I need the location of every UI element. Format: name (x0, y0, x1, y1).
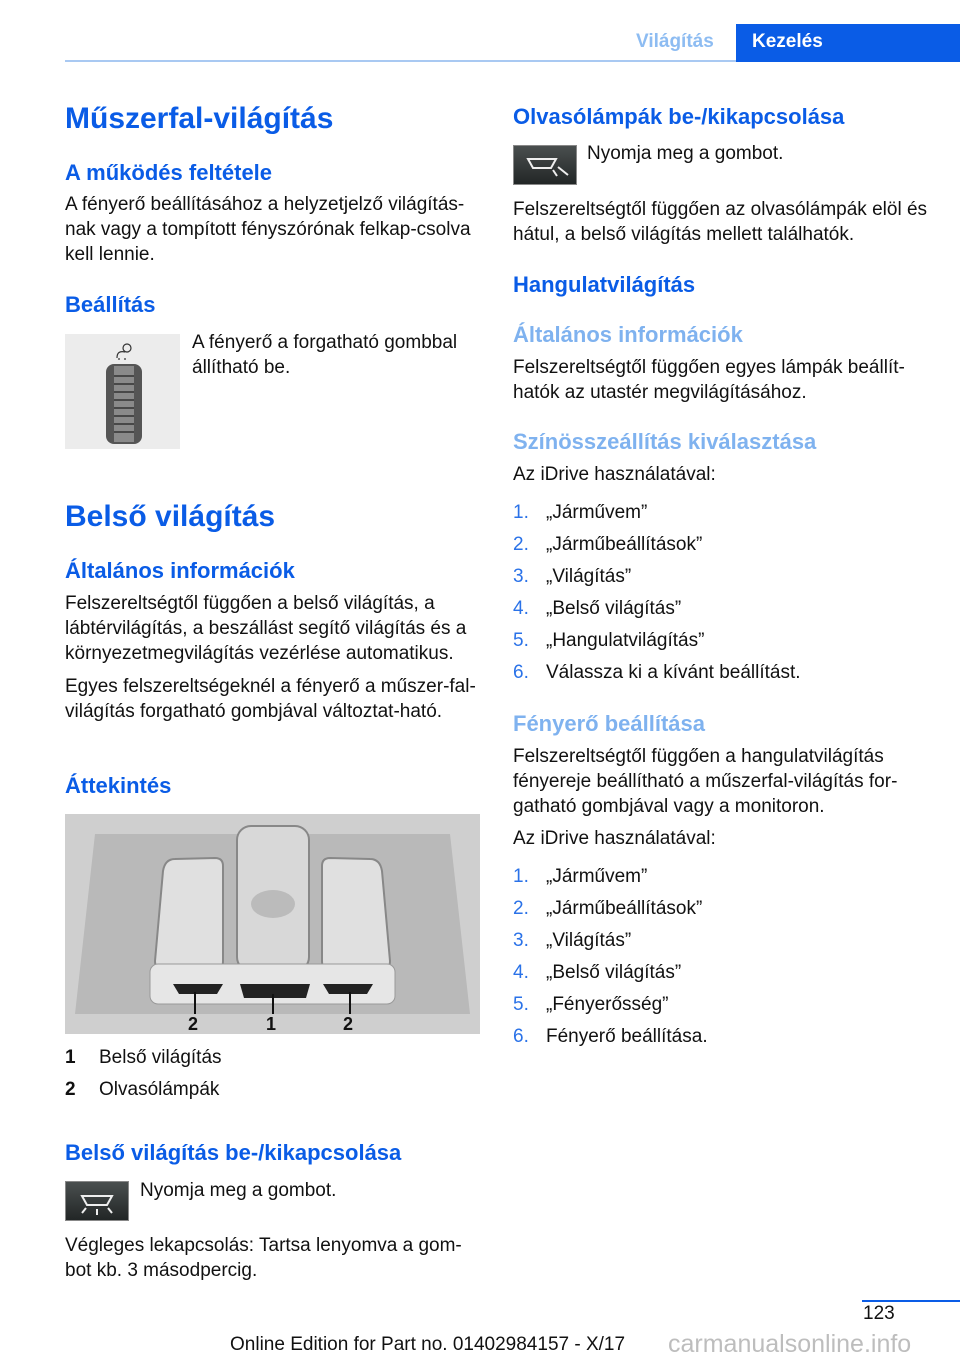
list-item (513, 994, 708, 1026)
legend-item (65, 1079, 222, 1111)
legend-label: Belső világítás (99, 1047, 222, 1068)
list-item (513, 1026, 708, 1058)
step-text: „Világítás” (546, 930, 632, 951)
setting-text: A fényerő a forgatható gombbal állítható be. (192, 332, 458, 378)
step-number: 4. (513, 598, 529, 619)
photo-callout: 2 (188, 1014, 199, 1034)
legend-item (65, 1047, 222, 1079)
step-number: 6. (513, 1026, 529, 1047)
list-item (513, 502, 801, 534)
list-item (513, 598, 801, 630)
color-steps-list (513, 502, 801, 694)
list-item (513, 962, 708, 994)
conditions-text: A fényerő beállításához a helyzetjelző világítás-nak vagy a tompított fényszórónak felkap-csolva kell lennie. (65, 194, 471, 265)
interior-switch-text: Nyomja meg a gombot. (140, 1180, 337, 1201)
reading-lights-note: Felszereltségtől függően az olvasólámpák elöl és hátul, a belső világítás mellett találhatók. (513, 199, 928, 245)
step-number: 1. (513, 866, 529, 887)
list-item (513, 866, 708, 898)
ambient-general-text: Felszereltségtől függően egyes lámpák beállít-hatók az utastér megvilágításához. (513, 357, 905, 403)
heading-ambient-general: Általános információk (513, 322, 743, 347)
dimmer-wheel-icon (65, 334, 180, 449)
step-text: „Belső világítás” (546, 962, 682, 983)
step-number: 6. (513, 662, 529, 683)
reading-light-button-icon (513, 145, 577, 185)
watermark: carmanualsonline.info (668, 1330, 912, 1358)
brightness-steps-list (513, 866, 708, 1058)
color-intro: Az iDrive használatával: (513, 464, 716, 485)
step-text: „Járművem” (546, 866, 648, 887)
step-number: 2. (513, 534, 529, 555)
step-number: 3. (513, 930, 529, 951)
legend-label: Olvasólámpák (99, 1079, 220, 1100)
step-number: 2. (513, 898, 529, 919)
list-item (513, 566, 801, 598)
photo-callout: 1 (266, 1014, 277, 1034)
heading-interior-switch: Belső világítás be-/kikapcsolása (65, 1140, 402, 1165)
list-item (513, 898, 708, 930)
step-text: „Járművem” (546, 502, 648, 523)
step-number: 5. (513, 994, 529, 1015)
header-chapter-tab[interactable]: Kezelés (736, 24, 960, 62)
step-text: „Belső világítás” (546, 598, 682, 619)
overhead-console-photo (65, 814, 480, 1034)
photo-legend (65, 1047, 222, 1111)
general-info-text-2: Egyes felszereltségeknél a fényerő a műszer-fal-világítás forgatható gombjával változtat-ható. (65, 676, 476, 722)
interior-light-button-icon (65, 1181, 129, 1221)
step-number: 4. (513, 962, 529, 983)
reading-lights-text: Nyomja meg a gombot. (587, 143, 784, 164)
heading-general-info: Általános információk (65, 558, 295, 583)
list-item (513, 930, 708, 962)
heading-color-selection: Színösszeállítás kiválasztása (513, 429, 817, 454)
heading-ambient-lighting: Hangulatvilágítás (513, 272, 696, 297)
step-text: „Járműbeállítások” (546, 898, 703, 919)
page-title: Műszerfal-világítás (65, 102, 334, 135)
photo-callout: 2 (343, 1014, 354, 1034)
general-info-text: Felszereltségtől függően a belső világítás, a lábtérvilágítás, a beszállást segítő világítás és a környezetmegvilágítás vezérlése automatikus. (65, 593, 467, 664)
heading-overview: Áttekintés (65, 773, 172, 798)
step-number: 1. (513, 502, 529, 523)
interior-switch-note: Végleges lekapcsolás: Tartsa lenyomva a gom-bot kb. 3 másodpercig. (65, 1235, 462, 1281)
step-text: Fényerő beállítása. (546, 1026, 708, 1047)
overhead-console-illustration (65, 814, 480, 1034)
list-item (513, 630, 801, 662)
heading-setting: Beállítás (65, 292, 156, 317)
heading-conditions: A működés feltétele (65, 160, 273, 185)
brightness-intro: Az iDrive használatával: (513, 828, 716, 849)
legend-number: 2 (65, 1079, 76, 1100)
page-number: 123 (863, 1303, 895, 1324)
step-text: „Hangulatvilágítás” (546, 630, 705, 651)
footer-rule (862, 1300, 960, 1302)
brightness-text: Felszereltségtől függően a hangulatvilágítás fényereje beállítható a műszerfal-világítás for-gatható gombjával vagy a monitoron. (513, 746, 898, 817)
edition-text: Online Edition for Part no. 01402984157 - X/17 (230, 1334, 626, 1355)
interior-lighting-title: Belső világítás (65, 500, 276, 533)
step-number: 3. (513, 566, 529, 587)
heading-reading-lights: Olvasólámpák be-/kikapcsolása (513, 104, 845, 129)
heading-brightness: Fényerő beállítása (513, 711, 705, 736)
step-text: „Fényerősség” (546, 994, 669, 1015)
dimmer-wheel-image (65, 334, 180, 449)
step-text: „Járműbeállítások” (546, 534, 703, 555)
list-item (513, 534, 801, 566)
step-text: „Világítás” (546, 566, 632, 587)
step-number: 5. (513, 630, 529, 651)
step-text: Válassza ki a kívánt beállítást. (546, 662, 801, 683)
list-item (513, 662, 801, 694)
header-section-tab[interactable]: Világítás (636, 31, 714, 52)
legend-number: 1 (65, 1047, 76, 1068)
